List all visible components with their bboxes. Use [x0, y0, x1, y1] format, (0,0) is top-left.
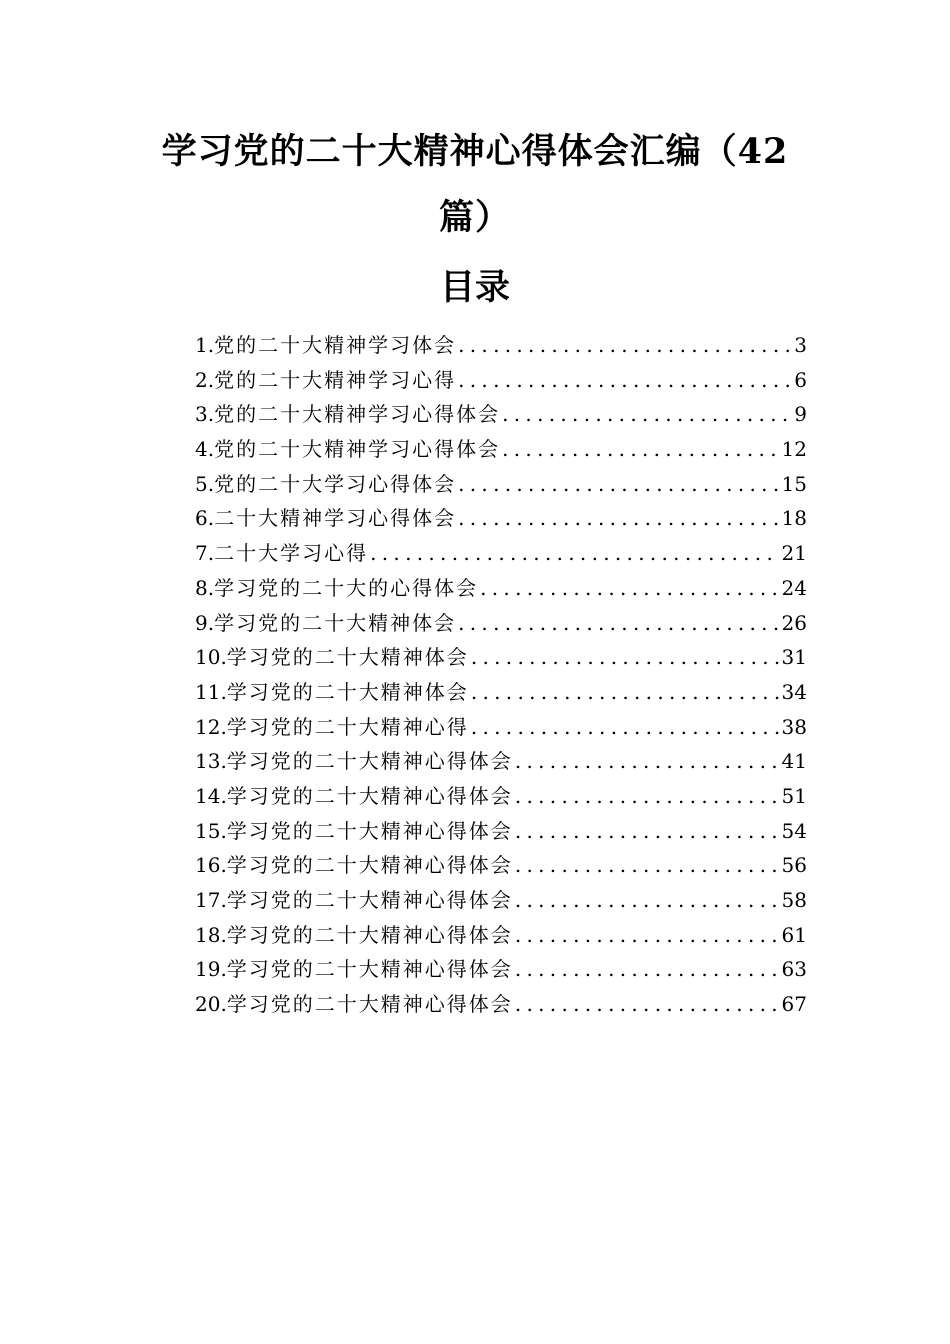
- toc-entry-page: 34: [781, 679, 807, 704]
- toc-dot-leader: [515, 987, 780, 1022]
- toc-entry[interactable]: [195, 883, 807, 918]
- toc-entry[interactable]: [195, 571, 807, 606]
- toc-entry-title: 党的二十大精神学习体会: [214, 333, 457, 357]
- toc-dot-leader: [515, 814, 780, 849]
- toc-entry-title: 学习党的二十大精神心得体会: [226, 818, 513, 843]
- toc-entry-number: 9.: [195, 610, 215, 635]
- toc-dot-leader: [458, 467, 779, 502]
- toc-entry-page: 6: [794, 367, 807, 392]
- toc-entry-page: 9: [794, 402, 807, 427]
- toc-entry[interactable]: [195, 848, 807, 883]
- toc-entry[interactable]: [195, 710, 807, 745]
- toc-dot-leader: [458, 328, 792, 363]
- toc-entry-title: 学习党的二十大精神体会: [226, 645, 469, 670]
- toc-entry-title: 学习党的二十大精神心得体会: [226, 922, 513, 947]
- toc-entry[interactable]: [195, 987, 807, 1022]
- toc-entry-title: 学习党的二十大精神体会: [226, 679, 469, 704]
- toc-entry-number: 16.: [195, 853, 227, 878]
- toc-entry-number: 5.: [195, 471, 215, 496]
- toc-entry-title: 学习党的二十大精神心得体会: [226, 888, 513, 912]
- toc-entry-title: 学习党的二十大精神心得体会: [226, 957, 513, 982]
- toc-entry-title: 学习党的二十大精神心得: [226, 714, 469, 739]
- toc-dot-leader: [471, 640, 780, 675]
- toc-dot-leader: [480, 571, 779, 606]
- toc-entry-number: 7.: [195, 541, 215, 566]
- toc-entry[interactable]: [195, 814, 807, 849]
- toc-entry-page: 18: [781, 506, 807, 531]
- toc-dot-leader: [515, 918, 780, 953]
- toc-entry[interactable]: [195, 744, 807, 779]
- toc-entry-page: 67: [781, 992, 807, 1017]
- toc-entry-number: 14.: [195, 783, 227, 808]
- toc-entry[interactable]: [195, 952, 807, 987]
- toc-entry-number: 6.: [195, 506, 215, 531]
- toc-entry-page: 61: [781, 922, 807, 947]
- toc-dot-leader: [515, 952, 780, 987]
- toc-entry-number: 3.: [195, 402, 215, 427]
- toc-entry[interactable]: [195, 432, 807, 467]
- toc-entry-page: 31: [781, 645, 807, 670]
- toc-entry-number: 18.: [195, 922, 227, 947]
- toc-entry[interactable]: [195, 675, 807, 710]
- toc-entry-title: 学习党的二十大的心得体会: [214, 575, 479, 600]
- toc-dot-leader: [458, 606, 779, 641]
- toc-entry-number: 4.: [195, 437, 215, 462]
- toc-entry-number: 15.: [195, 818, 227, 843]
- toc-entry-number: 13.: [195, 749, 227, 774]
- toc-entry-page: 15: [781, 471, 807, 496]
- toc-entry[interactable]: [195, 779, 807, 814]
- toc-entry-page: 41: [781, 749, 807, 774]
- toc-entry-number: 10.: [195, 645, 227, 670]
- table-of-contents: [195, 328, 807, 1022]
- toc-entry-page: 58: [781, 888, 807, 912]
- document-title-line-1: 学习党的二十大精神心得体会汇编（42: [161, 131, 789, 172]
- toc-entry-number: 20.: [195, 992, 227, 1017]
- toc-entry-title: 学习党的二十大精神心得体会: [226, 783, 513, 808]
- toc-dot-leader: [471, 710, 780, 745]
- toc-entry-title: 二十大学习心得: [214, 541, 369, 566]
- toc-entry-page: 26: [781, 610, 807, 635]
- toc-entry-page: 3: [794, 333, 807, 357]
- toc-entry-number: 12.: [195, 714, 227, 739]
- toc-entry[interactable]: [195, 363, 807, 398]
- toc-dot-leader: [515, 883, 780, 918]
- toc-entry-page: 51: [781, 783, 807, 808]
- toc-entry[interactable]: [195, 918, 807, 953]
- toc-entry-page: 24: [781, 575, 807, 600]
- toc-dot-leader: [502, 397, 792, 432]
- toc-entry-title: 党的二十大学习心得体会: [214, 471, 457, 496]
- toc-entry[interactable]: [195, 501, 807, 536]
- toc-dot-leader: [458, 363, 792, 398]
- toc-entry-page: 54: [781, 818, 807, 843]
- toc-entry-number: 19.: [195, 957, 227, 982]
- toc-entry-title: 党的二十大精神学习心得体会: [214, 402, 501, 427]
- toc-entry[interactable]: [195, 536, 807, 571]
- toc-entry-title: 党的二十大精神学习心得: [214, 367, 457, 392]
- toc-dot-leader: [515, 848, 780, 883]
- toc-dot-leader: [471, 675, 780, 710]
- toc-entry[interactable]: [195, 606, 807, 641]
- toc-dot-leader: [458, 501, 779, 536]
- toc-entry-page: 38: [781, 714, 807, 739]
- toc-entry[interactable]: [195, 328, 807, 363]
- toc-dot-leader: [502, 432, 779, 467]
- document-title-line-2: 篇）: [438, 197, 511, 238]
- toc-entry-number: 1.: [195, 333, 215, 357]
- toc-dot-leader: [515, 779, 780, 814]
- toc-heading: 目录: [439, 267, 510, 308]
- toc-entry[interactable]: [195, 640, 807, 675]
- toc-entry-number: 17.: [195, 888, 227, 912]
- toc-entry-page: 21: [781, 541, 807, 566]
- toc-entry[interactable]: [195, 467, 807, 502]
- toc-entry-title: 学习党的二十大精神心得体会: [226, 992, 513, 1017]
- toc-entry-page: 56: [781, 853, 807, 878]
- toc-entry-page: 63: [781, 957, 807, 982]
- toc-dot-leader: [370, 536, 779, 571]
- toc-entry-title: 学习党的二十大精神心得体会: [226, 749, 513, 774]
- toc-entry-title: 学习党的二十大精神体会: [214, 610, 457, 635]
- toc-entry[interactable]: [195, 397, 807, 432]
- toc-entry-title: 学习党的二十大精神心得体会: [226, 853, 513, 878]
- toc-dot-leader: [515, 744, 780, 779]
- toc-entry-number: 2.: [195, 367, 215, 392]
- toc-entry-page: 12: [781, 437, 807, 462]
- toc-entry-number: 8.: [195, 575, 215, 600]
- toc-entry-title: 党的二十大精神学习心得体会: [214, 437, 501, 462]
- toc-entry-title: 二十大精神学习心得体会: [214, 506, 457, 531]
- toc-entry-number: 11.: [195, 679, 227, 704]
